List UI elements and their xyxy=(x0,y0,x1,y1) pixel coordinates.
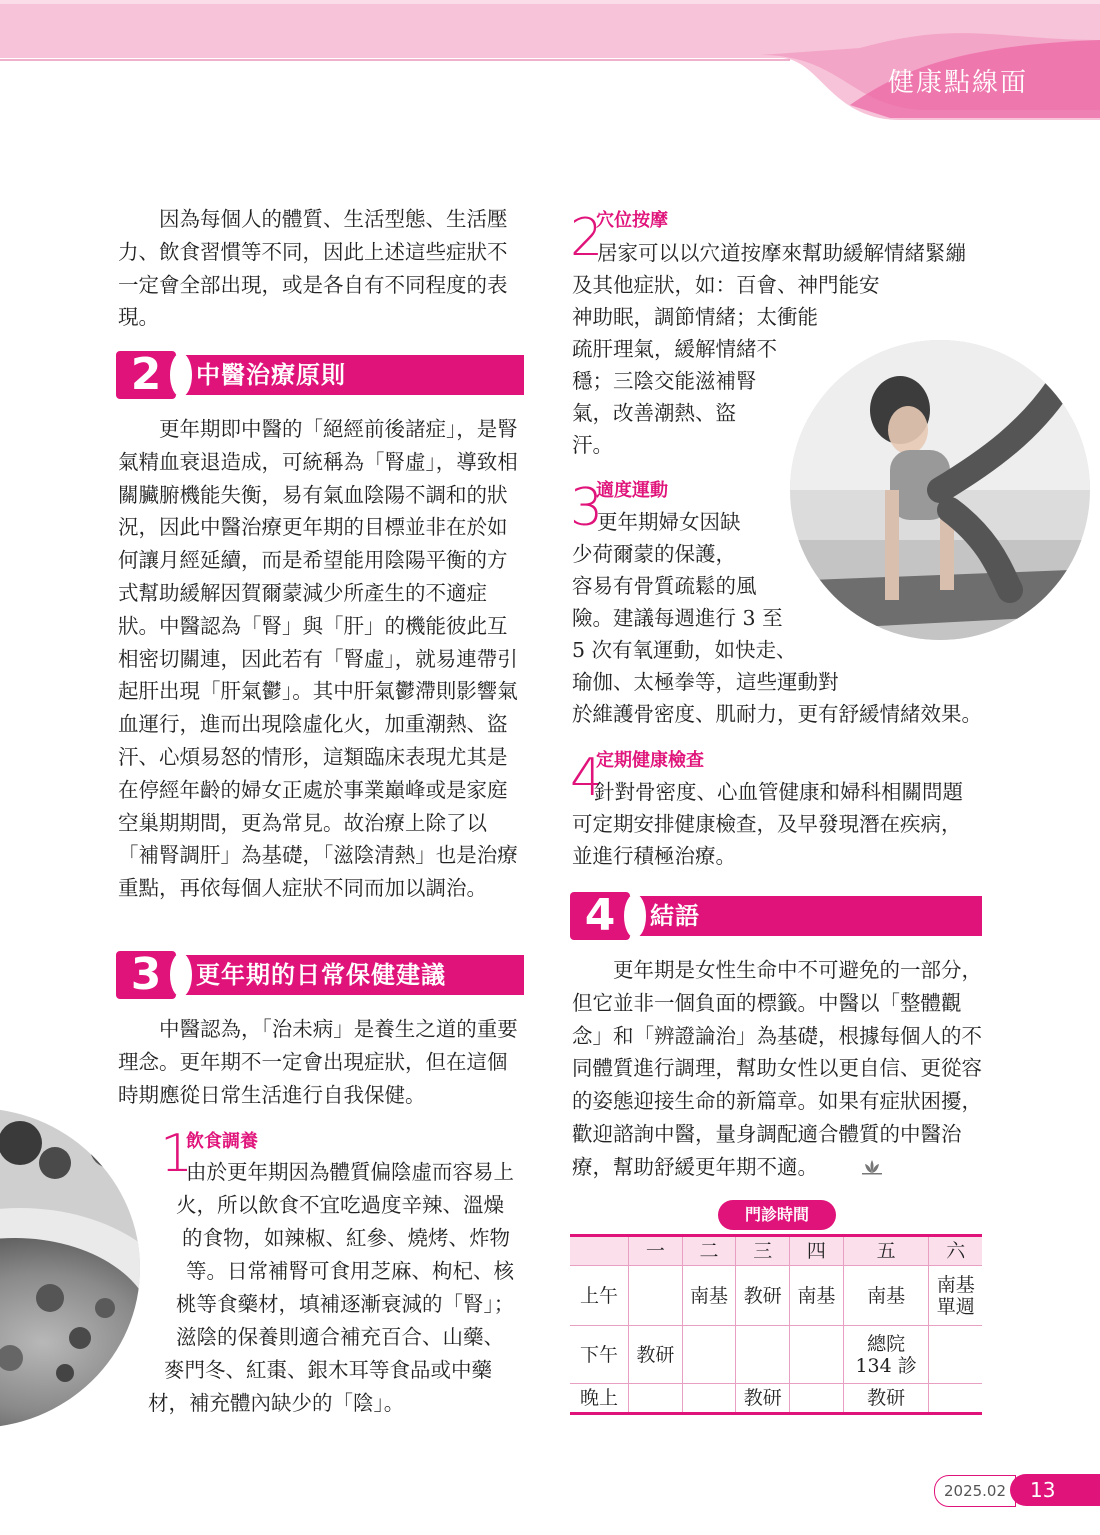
page-number: 13 xyxy=(1010,1474,1100,1506)
clinic-schedule-label: 門診時間 xyxy=(718,1200,836,1230)
section-2-body: 更年期即中醫的「絕經前後諸症」，是腎氣精血衰退造成，可統稱為「腎虛」，導致相關臟腑機能失衡，易有氣血陰陽不調和的狀況，因此中醫治療更年期的目標並非在於如何讓月經延續，而是希望能用陰陽平衡的方式幫助緩解因賀爾蒙減少所產生的不適症狀。中醫認為「腎」與「肝」的機能彼此互相密切關連，因此若有「腎虛」，就易連帶引起肝出現「肝氣鬱」。其中肝氣鬱滯則影響氣血運行，進而出現陰虛化火，加重潮熱、盜汗、心煩易怒的情形，這類臨床表現尤其是在停經年齡的婦女正處於事業巔峰或是家庭空巢期期間，更為常見。故治療上除了以「補腎調肝」為基礎，「滋陰清熱」也是治療重點，再依每個人症狀不同而加以調治。 xyxy=(118,417,518,901)
table-header-cell xyxy=(570,1236,629,1266)
table-cell: 教研 xyxy=(736,1384,790,1414)
item-2-line: 居家可以以穴道按摩來幫助緩解情緒緊繃 xyxy=(597,241,966,265)
clinic-schedule-table xyxy=(570,1234,982,1415)
table-cell xyxy=(929,1384,982,1414)
section-3-title: 更年期的日常保健建議 xyxy=(196,961,446,989)
header-section-title: 健康點線面 xyxy=(887,68,1028,98)
item-3-title: 適度運動 xyxy=(596,480,668,501)
item-3-number: 3 xyxy=(570,478,604,538)
item-1-title: 飲食調養 xyxy=(186,1131,258,1152)
table-cell: 教研 xyxy=(736,1266,790,1326)
item-4-line: 針對骨密度、心血管健康和婦科相關問題 xyxy=(594,780,963,804)
table-header-cell: 三 xyxy=(736,1236,790,1266)
item-2-line: 穩；三陰交能滋補腎 xyxy=(572,369,757,393)
table-header-cell: 四 xyxy=(790,1236,844,1266)
table-cell xyxy=(682,1326,736,1384)
item-4-line: 可定期安排健康檢查，及早發現潛在疾病， xyxy=(572,812,962,836)
item-3-line: 險。建議每週進行 3 至 xyxy=(572,606,783,630)
table-cell: 教研 xyxy=(629,1326,683,1384)
section-3-number: 3 xyxy=(116,951,176,999)
table-header-cell: 二 xyxy=(682,1236,736,1266)
section-4-text: 更年期是女性生命中不可避免的一部分，但它並非一個負面的標籤。中醫以「整體觀念」和「辨證論治」為基礎，根據每個人的不同體質進行調理，幫助女性以更自信、更從容的姿態迎接生命的新篇章。如果有症狀困擾，歡迎諮詢中醫，量身調配適合體質的中醫治療，幫助舒緩更年期不適。 xyxy=(572,958,982,1179)
table-cell: 總院 134 診 xyxy=(843,1326,929,1384)
item-1-line: 材，補充體內缺少的「陰」。 xyxy=(148,1391,405,1415)
item-3-line: 更年期婦女因缺 xyxy=(597,510,741,534)
table-cell xyxy=(790,1326,844,1384)
page-header xyxy=(0,0,1100,125)
item-4-line: 並進行積極治療。 xyxy=(572,844,736,868)
item-3-line: 少荷爾蒙的保護， xyxy=(572,542,736,566)
item-1-line: 由於更年期因為體質偏陰虛而容易上 xyxy=(186,1160,514,1184)
item-3-line: 瑜伽、太極拳等，這些運動對 xyxy=(572,670,839,694)
section-4-body xyxy=(572,954,982,1184)
item-3-line: 於維護骨密度、肌耐力，更有舒緩情緒效果。 xyxy=(572,702,982,726)
section-2-title: 中醫治療原則 xyxy=(196,361,346,389)
item-4-number: 4 xyxy=(570,748,604,808)
table-period-cell: 上午 xyxy=(570,1266,629,1326)
item-2-line: 神助眠，調節情緒；太衝能 xyxy=(572,305,818,329)
item-1-line: 滋陰的保養則適合補充百合、山藥、 xyxy=(176,1325,504,1349)
table-cell: 南基 xyxy=(682,1266,736,1326)
item-1-number: 1 xyxy=(160,1124,194,1184)
food-bowl-photo xyxy=(0,1108,140,1428)
item-3-line: 容易有骨質疏鬆的風 xyxy=(572,574,757,598)
section-3-heading xyxy=(116,949,524,1000)
table-header-cell: 五 xyxy=(843,1236,929,1266)
table-header-cell: 六 xyxy=(929,1236,982,1266)
lotus-icon xyxy=(820,1152,842,1168)
table-cell xyxy=(736,1326,790,1384)
table-cell: 教研 xyxy=(843,1384,929,1414)
table-cell: 南基 xyxy=(790,1266,844,1326)
table-cell: 南基 xyxy=(843,1266,929,1326)
section-3-body: 中醫認為，「治未病」是養生之道的重要理念。更年期不一定會出現症狀，但在這個時期應從日常生活進行自我保健。 xyxy=(118,1017,518,1107)
item-1-line: 等。日常補腎可食用芝麻、枸杞、核 xyxy=(186,1259,514,1283)
item-4-title: 定期健康檢查 xyxy=(596,750,704,771)
section-4-title: 結語 xyxy=(650,902,700,930)
table-period-cell: 下午 xyxy=(570,1326,629,1384)
table-header-row xyxy=(570,1236,982,1266)
table-cell: 南基 單週 xyxy=(929,1266,982,1326)
table-cell xyxy=(929,1326,982,1384)
table-row xyxy=(570,1266,982,1326)
item-3-line: 5 次有氧運動，如快走、 xyxy=(572,638,797,662)
section-2-number: 2 xyxy=(116,351,176,399)
table-cell xyxy=(629,1266,683,1326)
item-1-line: 的食物，如辣椒、紅參、燒烤、炸物 xyxy=(182,1226,510,1250)
item-1-line: 火，所以飲食不宜吃過度辛辣、溫燥 xyxy=(176,1193,504,1217)
yoga-woman-photo xyxy=(790,340,1090,640)
table-cell xyxy=(682,1384,736,1414)
item-2-number: 2 xyxy=(570,208,604,268)
item-1-line: 麥門冬、紅棗、銀木耳等食品或中藥 xyxy=(164,1358,492,1382)
item-2-line: 及其他症狀，如：百會、神門能安 xyxy=(572,273,880,297)
item-1-line: 桃等食藥材，填補逐漸衰減的「腎」； xyxy=(176,1292,515,1316)
table-cell xyxy=(629,1384,683,1414)
section-4-heading xyxy=(570,890,982,941)
item-2-line: 氣，改善潮熱、盜 xyxy=(572,401,736,425)
table-row xyxy=(570,1326,982,1384)
section-4-number: 4 xyxy=(570,892,630,940)
intro-paragraph: 因為每個人的體質、生活型態、生活壓力、飲食習慣等不同，因此上述這些症狀不一定會全部出現，或是各自有不同程度的表現。 xyxy=(118,207,508,330)
table-row xyxy=(570,1384,982,1414)
table-period-cell: 晚上 xyxy=(570,1384,629,1414)
issue-date: 2025.02 xyxy=(934,1475,1016,1507)
item-2-line: 汗。 xyxy=(572,433,613,457)
table-cell xyxy=(790,1384,844,1414)
section-2-heading xyxy=(116,349,524,400)
item-2-line: 疏肝理氣，緩解情緒不 xyxy=(572,337,777,361)
item-2-title: 穴位按摩 xyxy=(596,210,668,231)
table-header-cell: 一 xyxy=(629,1236,683,1266)
